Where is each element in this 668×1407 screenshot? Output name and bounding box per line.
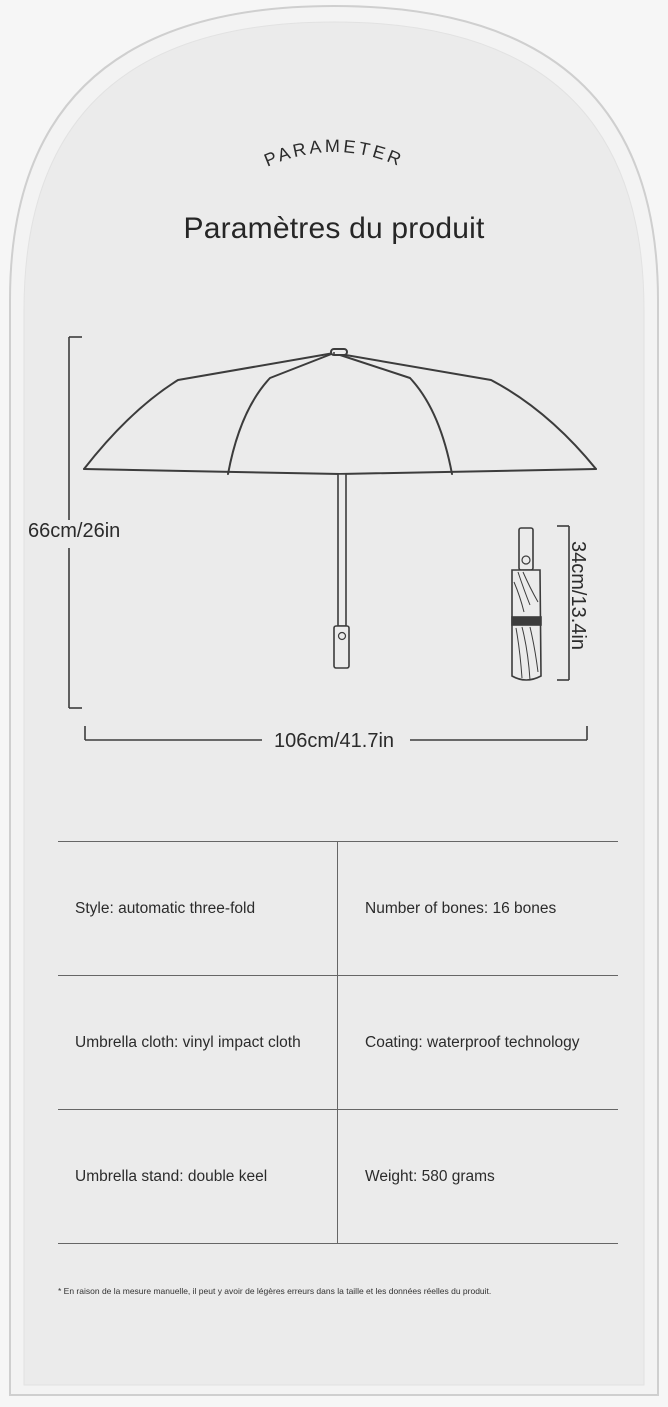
width-label: 106cm/41.7in: [266, 730, 402, 752]
page-title: Paramètres du produit: [183, 212, 485, 245]
spec-row: [58, 1110, 618, 1244]
footnote: * En raison de la mesure manuelle, il peut y avoir de légères erreurs dans la taille et les données réelles du produit.: [58, 1286, 492, 1296]
spec-row: [58, 976, 618, 1110]
width-label-container: [0, 730, 668, 753]
spec-bones: Number of bones: 16 bones: [365, 899, 557, 917]
spec-stand: Umbrella stand: double keel: [58, 1110, 338, 1243]
spec-row: [58, 841, 618, 976]
spec-cloth: Umbrella cloth: vinyl impact cloth: [58, 976, 338, 1109]
spec-coating: Coating: waterproof technology: [365, 1033, 580, 1051]
spec-weight: Weight: 580 grams: [365, 1167, 495, 1185]
spec-table: [58, 841, 618, 1244]
height-label: 66cm/26in: [28, 520, 121, 542]
spec-style: Style: automatic three-fold: [58, 842, 338, 975]
parameter-curved-label: PARAMETER: [261, 135, 407, 171]
folded-length-label: 34cm/13.4in: [567, 541, 589, 650]
